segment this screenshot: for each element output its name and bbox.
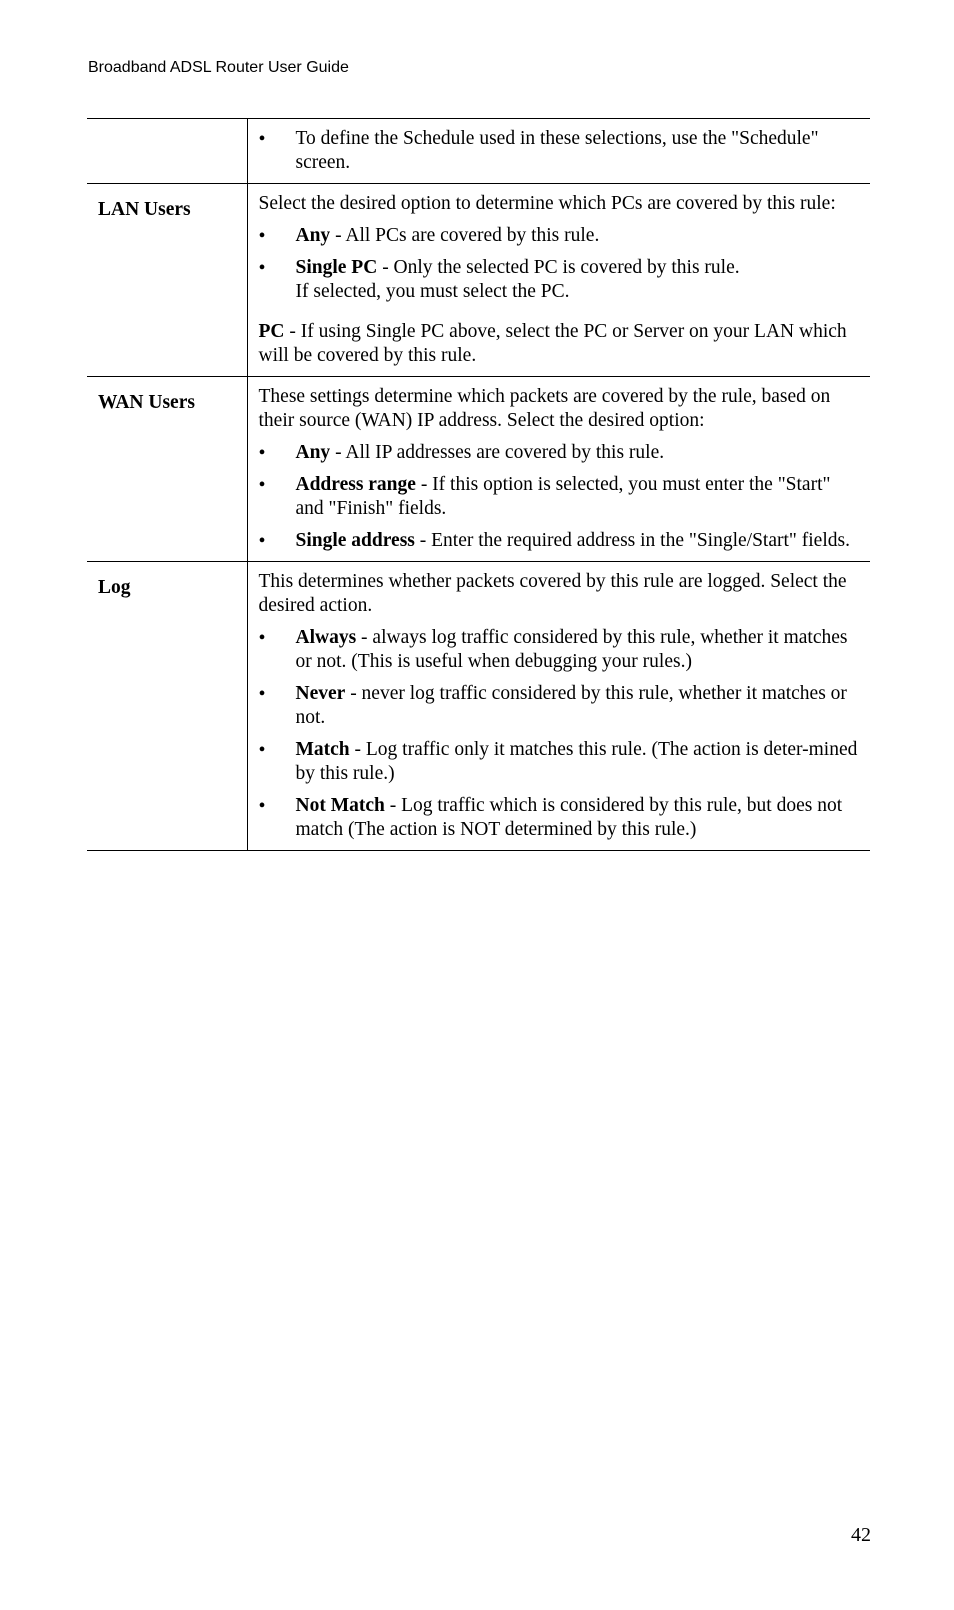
list-item: • Address range - If this option is selected, you must enter the "Start" and "Finish" fields. [259, 473, 863, 521]
row-description [247, 184, 870, 377]
list-item: • Any - All PCs are covered by this rule. [259, 224, 863, 248]
list-item: • Never - never log traffic considered by this rule, whether it matches or not. [259, 682, 863, 730]
note-text: PC - If using Single PC above, select the PC or Server on your LAN which will be covered by this rule. [258, 321, 847, 366]
list-item: • Single PC - Only the selected PC is covered by this rule. If selected, you must select the PC. [259, 256, 863, 304]
list-item: • Always - always log traffic considered by this rule, whether it matches or not. (This is useful when debugging your rules.) [259, 626, 863, 674]
intro-text: This determines whether packets covered by this rule are logged. Select the desired action. [258, 571, 847, 616]
intro-text: Select the desired option to determine which PCs are covered by this rule: [258, 193, 836, 214]
table-row [87, 377, 870, 562]
list-item: • Any - All IP addresses are covered by this rule. [259, 441, 863, 465]
row-label-log: Log [87, 562, 247, 851]
page-header: Broadband ADSL Router User Guide [88, 59, 349, 76]
page-number: 42 [851, 1524, 871, 1546]
table-row [87, 184, 870, 377]
list-item: • To define the Schedule used in these selections, use the "Schedule" screen. [259, 127, 863, 175]
table-row [87, 119, 870, 184]
list-item: • Not Match - Log traffic which is considered by this rule, but does not match (The action is NOT determined by this rule.) [259, 794, 863, 842]
row-label-wan-users: WAN Users [87, 377, 247, 562]
row-label-lan-users: LAN Users [87, 184, 247, 377]
row-label [87, 119, 247, 184]
settings-table [87, 118, 870, 851]
row-description [247, 562, 870, 851]
list-item: • Single address - Enter the required address in the "Single/Start" fields. [259, 529, 863, 553]
row-description [247, 377, 870, 562]
intro-text: These settings determine which packets are covered by the rule, based on their source (WAN) IP address. Select the desired option: [258, 386, 831, 431]
list-item: • Match - Log traffic only it matches this rule. (The action is deter-mined by this rule.) [259, 738, 863, 786]
row-description [247, 119, 870, 184]
table-row [87, 562, 870, 851]
